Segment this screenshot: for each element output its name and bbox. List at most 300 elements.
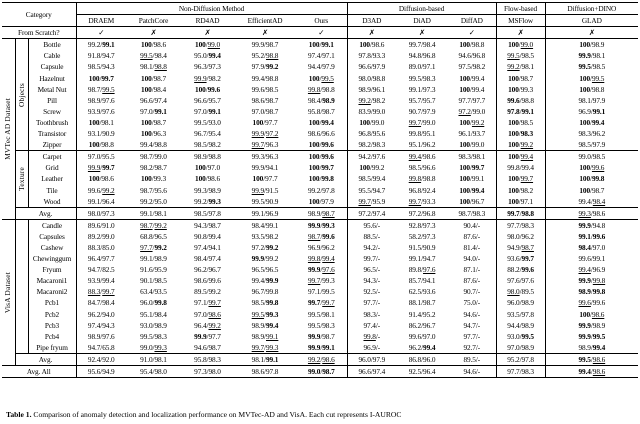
i-auroc-value: 100 xyxy=(508,117,519,127)
p-auroc-value: 95.5 xyxy=(102,152,115,162)
p-auroc-value: 97.4 xyxy=(372,367,386,376)
p-auroc-value: 98.5 xyxy=(592,152,606,162)
metric-cell xyxy=(296,84,347,95)
group-header-1: Diffusion-based xyxy=(347,3,496,15)
metric-cell xyxy=(234,264,296,275)
metric-cell xyxy=(76,275,126,286)
value-separator: / xyxy=(320,62,323,72)
metric-cell xyxy=(496,50,545,61)
value-separator: / xyxy=(100,242,103,252)
i-auroc-value: 96.0 xyxy=(358,354,371,364)
metric-cell xyxy=(545,139,638,151)
p-auroc-value: 98.7 xyxy=(423,298,436,308)
p-auroc-value: 92.4 xyxy=(423,185,436,195)
value-separator: / xyxy=(421,276,424,286)
section-average-label: Avg. xyxy=(15,353,76,365)
value-separator: / xyxy=(590,208,593,218)
i-auroc-value: 99.9 xyxy=(307,331,321,341)
i-auroc-value: 94.2 xyxy=(358,152,371,162)
value-separator: / xyxy=(100,129,103,139)
value-separator: / xyxy=(100,231,103,241)
caption-text: Comparison of anomaly detection and localization performance on MVTec-AD and VisA. Each cut represents I-AUROC xyxy=(33,410,402,419)
metric-cell xyxy=(296,39,347,51)
metric-cell xyxy=(126,264,181,275)
i-auroc-value: 99.2 xyxy=(358,95,371,105)
category-grid: Grid xyxy=(28,162,76,173)
p-auroc-value: 98.5 xyxy=(265,84,279,94)
subgroup-text: Texture xyxy=(16,167,26,191)
value-separator: / xyxy=(152,163,155,173)
metric-cell xyxy=(126,162,181,173)
metric-cell xyxy=(545,331,638,342)
value-separator: / xyxy=(469,117,472,127)
p-auroc-value: 99.2 xyxy=(265,62,279,72)
metric-cell xyxy=(181,207,234,219)
table-row xyxy=(2,106,638,117)
i-auroc-value: 100 xyxy=(579,174,590,184)
value-separator: / xyxy=(206,152,209,162)
value-separator: / xyxy=(421,242,424,252)
cross-icon: ✗ xyxy=(545,27,638,39)
value-separator: / xyxy=(320,331,323,341)
value-separator: / xyxy=(375,254,378,264)
metric-cell xyxy=(126,173,181,184)
metric-cell xyxy=(126,219,181,231)
i-auroc-value: 98.6 xyxy=(307,129,321,139)
value-separator: / xyxy=(469,196,472,206)
i-auroc-value: 75.0 xyxy=(463,298,476,308)
i-auroc-value: 98.2 xyxy=(358,140,371,150)
p-auroc-value: 99.4 xyxy=(471,73,485,83)
value-separator: / xyxy=(264,242,266,252)
p-auroc-value: 97.3 xyxy=(423,84,436,94)
value-separator: / xyxy=(264,320,266,330)
category-tile: Tile xyxy=(28,185,76,196)
table-row xyxy=(2,297,638,308)
metric-cell xyxy=(347,353,396,365)
i-auroc-value: 97.4 xyxy=(87,320,101,330)
p-auroc-value: 99.2 xyxy=(265,242,279,252)
table-row xyxy=(2,231,638,242)
value-separator: / xyxy=(264,342,266,352)
category-pcb4: Pcb4 xyxy=(28,331,76,342)
value-separator: / xyxy=(319,163,322,173)
metric-cell xyxy=(448,185,496,196)
p-auroc-value: 98.8 xyxy=(521,95,534,105)
value-separator: / xyxy=(475,354,478,364)
metric-cell xyxy=(296,366,347,378)
metric-cell xyxy=(496,151,545,163)
value-separator: / xyxy=(590,320,593,330)
metric-cell xyxy=(545,353,638,365)
i-auroc-value: 99.0 xyxy=(140,342,153,352)
value-separator: / xyxy=(421,298,424,308)
metric-cell xyxy=(234,320,296,331)
value-separator: / xyxy=(206,220,209,230)
metric-cell xyxy=(448,39,496,51)
i-auroc-value: 98.5 xyxy=(194,140,207,150)
i-auroc-value: 99.7 xyxy=(408,40,422,50)
value-separator: / xyxy=(264,73,266,83)
metric-cell xyxy=(296,117,347,128)
i-auroc-value: 98.5 xyxy=(194,208,207,218)
value-separator: / xyxy=(320,342,323,352)
method-header-diffad: DiffAD xyxy=(448,15,496,27)
i-auroc-value: 100 xyxy=(308,140,320,150)
p-auroc-value: 97.3 xyxy=(423,220,436,230)
metric-cell xyxy=(181,73,234,84)
metric-cell xyxy=(347,196,396,208)
dataset-group-label xyxy=(2,219,15,365)
value-separator: / xyxy=(100,208,103,218)
value-separator: / xyxy=(320,254,323,264)
cross-icon: ✗ xyxy=(396,27,448,39)
metric-cell xyxy=(496,309,545,320)
p-auroc-value: 98.7 xyxy=(322,367,335,376)
value-separator: / xyxy=(152,208,155,218)
i-auroc-value: 98.7 xyxy=(87,84,101,94)
i-auroc-value: 99.7 xyxy=(507,208,520,218)
value-separator: / xyxy=(369,117,372,127)
metric-cell xyxy=(496,139,545,151)
value-separator: / xyxy=(519,220,522,230)
p-auroc-value: - xyxy=(477,242,481,252)
metric-cell xyxy=(545,106,638,117)
p-auroc-value: 99.6 xyxy=(207,84,220,94)
value-separator: / xyxy=(206,342,209,352)
metric-cell xyxy=(181,196,234,208)
metric-cell xyxy=(296,320,347,331)
value-separator: / xyxy=(100,309,103,319)
metric-cell xyxy=(181,162,234,173)
value-separator: / xyxy=(151,40,154,50)
p-auroc-value: 98.3 xyxy=(423,73,436,83)
metric-cell xyxy=(448,331,496,342)
metric-cell xyxy=(76,106,126,117)
value-separator: / xyxy=(152,152,155,162)
value-separator: / xyxy=(590,163,592,173)
i-auroc-value: 99.9 xyxy=(251,254,265,264)
p-auroc-value: - xyxy=(477,354,481,364)
p-auroc-value: 98.9 xyxy=(322,95,335,105)
metric-cell xyxy=(181,117,234,128)
p-auroc-value: 98.9 xyxy=(521,298,534,308)
i-auroc-value: 99.5 xyxy=(194,117,207,127)
value-separator: / xyxy=(100,51,103,61)
i-auroc-value: 96.8 xyxy=(358,129,371,139)
p-auroc-value: 99.8 xyxy=(154,298,167,308)
i-auroc-value: 89.0 xyxy=(408,62,422,72)
i-auroc-value: 91.5 xyxy=(408,242,422,252)
value-separator: / xyxy=(370,106,373,116)
p-auroc-value: 96.7 xyxy=(423,320,436,330)
metric-cell xyxy=(448,353,496,365)
category-candle: Candle xyxy=(28,219,76,231)
p-auroc-value: 96.2 xyxy=(592,129,606,139)
category-cable: Cable xyxy=(28,50,76,61)
i-auroc-value: 97.7 xyxy=(363,298,376,308)
p-auroc-value: - xyxy=(477,276,481,286)
value-separator: / xyxy=(100,196,103,206)
category-pill: Pill xyxy=(28,95,76,106)
value-separator: / xyxy=(320,51,323,61)
p-auroc-value: 98.7 xyxy=(208,342,221,352)
i-auroc-value: 99.6 xyxy=(87,185,101,195)
metric-cell xyxy=(181,275,234,286)
value-separator: / xyxy=(518,174,521,184)
figure-table-container xyxy=(0,2,640,424)
metric-cell xyxy=(545,73,638,84)
table-row xyxy=(2,139,638,151)
p-auroc-value: 94.0 xyxy=(102,309,115,319)
p-auroc-value: 99.8 xyxy=(265,298,279,308)
i-auroc-value: 92.5 xyxy=(408,367,422,376)
metric-cell xyxy=(234,73,296,84)
p-auroc-value: 98.4 xyxy=(153,84,166,94)
p-auroc-value: 99.4 xyxy=(321,117,334,127)
p-auroc-value: 98.7 xyxy=(154,163,167,173)
p-auroc-value: 90.9 xyxy=(102,129,115,139)
i-auroc-value: 63.4 xyxy=(140,287,153,297)
metric-cell xyxy=(234,50,296,61)
metric-cell xyxy=(396,95,448,106)
p-auroc-value: 98.6 xyxy=(592,367,606,376)
metric-cell xyxy=(234,61,296,72)
i-auroc-value: 93.5 xyxy=(251,231,265,241)
metric-cell xyxy=(296,95,347,106)
value-separator: / xyxy=(370,196,373,206)
i-auroc-value: 99.1 xyxy=(578,231,591,241)
i-auroc-value: 62.5 xyxy=(408,287,422,297)
i-auroc-value: 97.2 xyxy=(408,208,422,218)
category-macaroni2: Macaroni2 xyxy=(28,286,76,297)
p-auroc-value: 99.1 xyxy=(592,254,606,264)
p-auroc-value: 98.7 xyxy=(265,106,279,116)
value-separator: / xyxy=(100,84,103,94)
value-separator: / xyxy=(519,231,522,241)
value-separator: / xyxy=(375,309,378,319)
metric-cell xyxy=(181,353,234,365)
value-separator: / xyxy=(205,163,208,173)
value-separator: / xyxy=(475,220,478,230)
i-auroc-value: 96.1 xyxy=(458,129,471,139)
i-auroc-value: 100 xyxy=(579,163,590,173)
p-auroc-value: 98.2 xyxy=(265,231,279,241)
p-auroc-value: - xyxy=(477,298,481,308)
i-auroc-value: 84.7 xyxy=(87,298,101,308)
i-auroc-value: 100 xyxy=(88,73,100,83)
i-auroc-value: 98.0 xyxy=(507,231,520,241)
value-separator: / xyxy=(152,309,155,319)
i-auroc-value: 99.9 xyxy=(251,129,265,139)
metric-cell xyxy=(234,162,296,173)
i-auroc-value: 98.4 xyxy=(251,220,265,230)
p-auroc-value: 98.8 xyxy=(265,51,279,61)
metric-cell xyxy=(545,162,638,173)
p-auroc-value: 98.7 xyxy=(153,73,166,83)
p-auroc-value: 99.1 xyxy=(208,106,221,116)
category-header: Category xyxy=(2,3,76,27)
p-auroc-value: 96.5 xyxy=(265,265,279,275)
metric-cell xyxy=(496,207,545,219)
i-auroc-value: 94.6 xyxy=(458,51,471,61)
value-separator: / xyxy=(206,242,209,252)
i-auroc-value: 98.7 xyxy=(140,185,153,195)
metric-cell xyxy=(545,117,638,128)
metric-cell xyxy=(347,320,396,331)
metric-cell xyxy=(448,297,496,308)
value-separator: / xyxy=(152,220,155,230)
metric-cell xyxy=(126,242,181,253)
value-separator: / xyxy=(475,254,478,264)
value-separator: / xyxy=(264,95,266,105)
p-auroc-value: 99.1 xyxy=(265,331,279,341)
i-auroc-value: 89.5 xyxy=(194,287,207,297)
value-separator: / xyxy=(375,220,378,230)
metric-cell xyxy=(545,231,638,242)
p-auroc-value: 98.5 xyxy=(592,62,606,72)
i-auroc-value: 100 xyxy=(459,84,470,94)
metric-cell xyxy=(396,196,448,208)
p-auroc-value: - xyxy=(477,342,481,352)
p-auroc-value: 97.6 xyxy=(102,95,115,105)
p-auroc-value: 98.3 xyxy=(521,220,534,230)
value-separator: / xyxy=(264,298,266,308)
p-auroc-value: 99.0 xyxy=(371,117,385,127)
p-auroc-value: 99.2 xyxy=(265,254,279,264)
check-icon: ✓ xyxy=(76,27,126,39)
p-auroc-value: 99.6 xyxy=(322,231,335,241)
p-auroc-value: 96.4 xyxy=(102,196,115,206)
p-auroc-value: 98.7 xyxy=(521,242,534,252)
value-separator: / xyxy=(100,152,103,162)
p-auroc-value: 99.4 xyxy=(372,174,386,184)
i-auroc-value: 100 xyxy=(308,196,320,206)
metric-cell xyxy=(396,61,448,72)
value-separator: / xyxy=(206,117,209,127)
metric-cell xyxy=(396,242,448,253)
i-auroc-value: 98.5 xyxy=(408,163,422,173)
value-separator: / xyxy=(590,196,593,206)
i-auroc-value: 97.7 xyxy=(458,95,471,105)
metric-cell xyxy=(545,286,638,297)
p-auroc-value: 98.1 xyxy=(472,152,486,162)
metric-cell xyxy=(234,117,296,128)
metric-cell xyxy=(396,231,448,242)
metric-cell xyxy=(181,231,234,242)
value-separator: / xyxy=(469,73,472,83)
value-separator: / xyxy=(152,276,155,286)
value-separator: / xyxy=(421,73,424,83)
metric-cell xyxy=(181,151,234,163)
i-auroc-value: 99.6 xyxy=(578,254,591,264)
p-auroc-value: 97.3 xyxy=(208,62,221,72)
p-auroc-value: 99.4 xyxy=(520,152,534,162)
i-auroc-value: 93.9 xyxy=(87,276,101,286)
value-separator: / xyxy=(370,73,373,83)
overall-average-row xyxy=(2,366,638,378)
p-auroc-value: 97.7 xyxy=(472,95,486,105)
metric-cell xyxy=(181,50,234,61)
value-separator: / xyxy=(421,220,424,230)
value-separator: / xyxy=(320,367,323,376)
p-auroc-value: 97.9 xyxy=(372,354,386,364)
metric-cell xyxy=(296,242,347,253)
value-separator: / xyxy=(264,185,266,195)
i-auroc-value: 99.9 xyxy=(194,331,207,341)
i-auroc-value: 88.1 xyxy=(408,298,422,308)
i-auroc-value: 99.4 xyxy=(578,196,591,206)
value-separator: / xyxy=(421,84,424,94)
p-auroc-value: 96.8 xyxy=(423,208,436,218)
i-auroc-value: 100 xyxy=(195,84,206,94)
p-auroc-value: 99.1 xyxy=(592,106,606,116)
p-auroc-value: 95.7 xyxy=(208,95,221,105)
i-auroc-value: 99.9 xyxy=(578,331,591,341)
metric-cell xyxy=(126,353,181,365)
method-header-diad: DiAD xyxy=(396,15,448,27)
value-separator: / xyxy=(100,287,103,297)
p-auroc-value: 98.8 xyxy=(471,40,485,50)
value-separator: / xyxy=(519,367,522,376)
value-separator: / xyxy=(475,287,478,297)
metric-cell xyxy=(448,242,496,253)
value-separator: / xyxy=(205,174,208,184)
metric-cell xyxy=(181,95,234,106)
i-auroc-value: 99.2 xyxy=(140,196,153,206)
value-separator: / xyxy=(320,106,323,116)
i-auroc-value: 94.0 xyxy=(463,254,476,264)
value-separator: / xyxy=(421,163,424,173)
p-auroc-value: 95.7 xyxy=(423,95,436,105)
i-auroc-value: 100 xyxy=(459,117,470,127)
i-auroc-value: 97.7 xyxy=(463,331,476,341)
i-auroc-value: 97.9 xyxy=(251,62,265,72)
i-auroc-value: 99.6 xyxy=(251,84,265,94)
value-separator: / xyxy=(152,62,155,72)
category-pcb1: Pcb1 xyxy=(28,297,76,308)
metric-cell xyxy=(181,84,234,95)
metric-cell xyxy=(396,128,448,139)
metric-cell xyxy=(448,253,496,264)
p-auroc-value: 98.8 xyxy=(208,152,221,162)
value-separator: / xyxy=(100,265,103,275)
p-auroc-value: - xyxy=(477,367,481,376)
metric-cell xyxy=(496,39,545,51)
value-separator: / xyxy=(100,106,103,116)
metric-cell xyxy=(126,50,181,61)
value-separator: / xyxy=(590,129,593,139)
p-auroc-value: 97.8 xyxy=(521,354,534,364)
metric-cell xyxy=(396,286,448,297)
table-row xyxy=(2,173,638,184)
metric-cell xyxy=(296,185,347,196)
value-separator: / xyxy=(421,320,424,330)
group-header-3: Diffusion+DINO xyxy=(545,3,638,15)
p-auroc-value: 99.3 xyxy=(265,309,279,319)
i-auroc-value: 99.7 xyxy=(408,117,422,127)
p-auroc-value: 93.6 xyxy=(423,287,436,297)
metric-cell xyxy=(76,207,126,219)
i-auroc-value: 99.2 xyxy=(507,62,520,72)
i-auroc-value: 97.4 xyxy=(307,51,321,61)
metric-cell xyxy=(76,320,126,331)
metric-cell xyxy=(296,106,347,117)
value-separator: / xyxy=(370,174,373,184)
i-auroc-value: 100 xyxy=(308,73,320,83)
i-auroc-value: 99.5 xyxy=(578,354,591,364)
table-row xyxy=(2,61,638,72)
